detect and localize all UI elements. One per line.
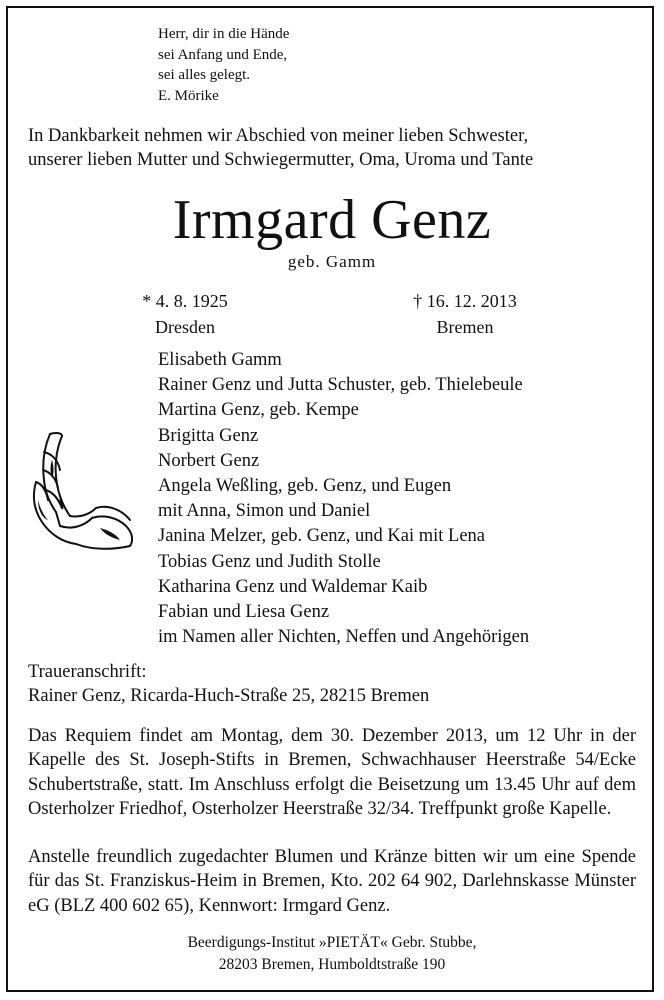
funeral-home <box>0 932 664 976</box>
mourner-line: Tobias Genz und Judith Stolle <box>158 551 381 572</box>
praying-hands-icon <box>30 430 138 552</box>
mourner-line: Katharina Genz und Waldemar Kaib <box>158 576 428 597</box>
maiden-name: geb. Gamm <box>287 252 377 271</box>
intro-text <box>28 124 533 172</box>
birth-place: Dresden <box>155 317 215 337</box>
death-place: Bremen <box>436 317 494 337</box>
mourner-line: Brigitta Genz <box>158 425 259 446</box>
mourner-line: Norbert Genz <box>158 450 260 471</box>
mourner-line: mit Anna, Simon und Daniel <box>158 501 371 522</box>
birth-date: * 4. 8. 1925 <box>142 291 228 311</box>
mourner-line: Elisabeth Gamm <box>158 350 282 370</box>
death-date: † 16. 12. 2013 <box>413 291 517 311</box>
intro-line: unserer lieben Mutter und Schwiegermutter, Oma, Uroma und Tante <box>28 150 534 170</box>
quote-line: sei Anfang und Ende, <box>158 46 288 63</box>
mourner-line: Rainer Genz und Jutta Schuster, geb. Thielebeule <box>158 375 523 396</box>
deceased-name: Irmgard Genz <box>172 189 492 251</box>
funeral-home-name: Beerdigungs-Institut »PIETÄT« Gebr. Stubbe, <box>187 934 477 951</box>
donation-paragraph: Anstelle freundlich zugedachter Blumen und Kränze bitten wir um eine Spende für das St. Franziskus-Heim in Bremen, Kto. 202 64 902, Darlehnskasse Münster eG (BLZ 400 602 65), Kennwort: Irmgard Genz. <box>28 847 636 916</box>
quote-line: Herr, dir in die Hände <box>158 26 290 42</box>
address-value: Rainer Genz, Ricarda-Huch-Straße 25, 28215 Bremen <box>28 686 430 706</box>
funeral-home-address: 28203 Bremen, Humboldtstraße 190 <box>218 956 446 973</box>
requiem-paragraph: Das Requiem findet am Montag, dem 30. Dezember 2013, um 12 Uhr in der Kapelle des St. Joseph-Stifts in Bremen, Schwachhauser Heerstraße 54/Ecke Schubertstraße, statt. Im Anschluss erfolgt die Beisetzung um 13.45 Uhr auf dem Osterholzer Friedhof, Osterholzer Heerstraße 32/34. Treffpunkt große Kapelle. <box>28 726 636 820</box>
mourner-line: Martina Genz, geb. Kempe <box>158 400 359 421</box>
quote-block <box>158 24 289 106</box>
address-label: Traueranschrift: <box>28 662 147 682</box>
intro-line: In Dankbarkeit nehmen wir Abschied von meiner lieben Schwester, <box>28 126 529 146</box>
death-info <box>385 288 545 340</box>
mourner-line: Angela Weßling, geb. Genz, und Eugen <box>158 476 452 497</box>
mourner-line: Fabian und Liesa Genz <box>158 602 330 623</box>
quote-author: E. Mörike <box>158 87 219 104</box>
mourning-address <box>28 660 429 708</box>
mourners-list <box>158 348 529 650</box>
birth-info <box>110 288 260 340</box>
mourner-line: Janina Melzer, geb. Genz, und Kai mit Lena <box>158 526 486 547</box>
mourner-line: im Namen aller Nichten, Neffen und Angehörigen <box>158 627 530 648</box>
quote-line: sei alles gelegt. <box>158 67 251 83</box>
